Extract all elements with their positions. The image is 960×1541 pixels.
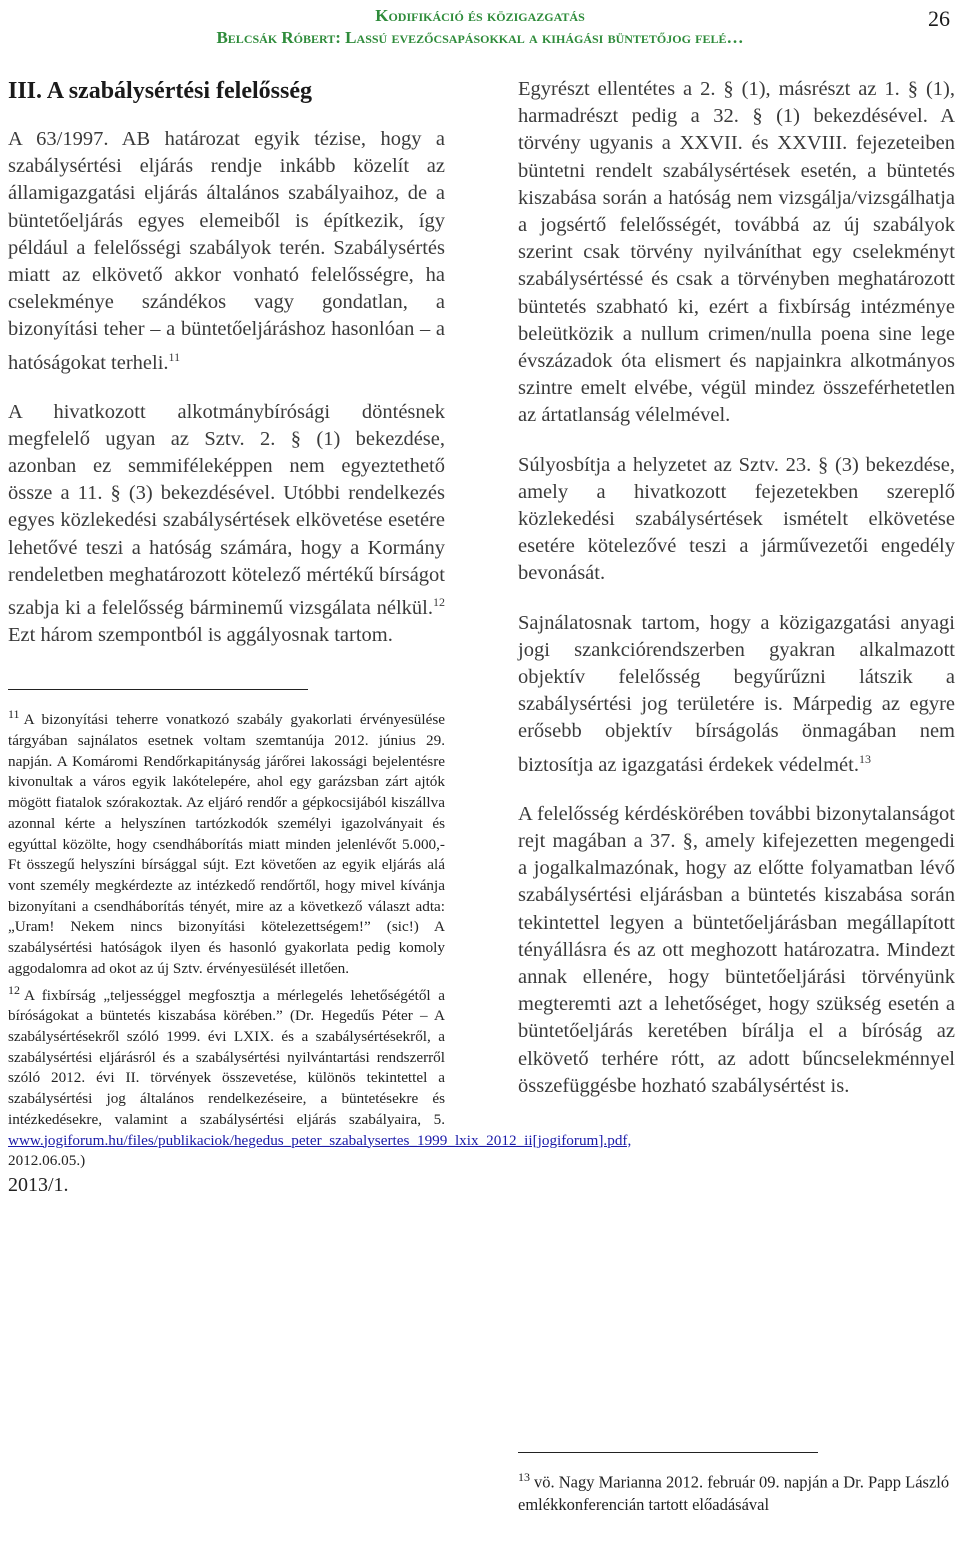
section-heading: III. A szabálysértési felelősség <box>8 78 312 104</box>
footnote-link[interactable]: www.jogiforum.hu/files/publikaciok/hegedus_peter_szabalysertes_1999_lxix_2012_ii[jogiforum].pdf, <box>8 1131 632 1149</box>
footnote-marker: 11 <box>8 707 20 722</box>
right-column <box>518 76 955 1122</box>
footnote-11: $^{11}$ A bizonyítási teherre vonatkozó szabály gyakorlati érvényesülése tárgyában sajnálatos esetnek voltam szemtanúja 2012. június 29. napján. A Komáromi Rendőrkapitányság járőrei lakossági bejelentésre kivonultak a város egyik lakótelepére, ahol egy garázsban zárt ajtók mögött fiatalok szórakoztak. Az eljáró rendőr a gépkocsijából kiszállva azonnal kérte a helyszínen tartózkodók személyi igazolványait és egyúttal közölte, hogy csendháborítás miatt minden jelenlévőt 5.000,- Ft összegű helyszíni bírsággal sújt. Ezt követően az egyik eljárás alá vont személy megkérdezte az intézkedő rendőrtől, hogy mivel kívánja bizonyítani a csendháborítás tényét, mire az a következő választ adta: „Uram! Nekem nincs bizonyítási kötelezettségem!” (sic!) A szabálysértési hatóságok ilyen és hasonló gyakorlata pedig komoly aggodalomra ad okot az új Sztv. érvényesülését illetően. <box>8 707 445 977</box>
paragraph-2: A hivatkozott alkotmánybírósági döntésnek megfelelő ugyan az Sztv. 2. § (1) bekezdése, azonban ez semmiféleképpen nem egyeztethető össze a 11. § (3) bekezdésével. Utóbbi rendelkezés egyes közlekedési szabálysértések elkövetése esetére lehetővé teszi a hatóság számára, hogy a Kormány rendeletben meghatározott kötelező mértékű bírságot szabja ki a felelősség bárminemű vizsgálata nélkül.$^{12}$ Ezt három szempontból is aggályosnak tartom. <box>8 400 445 647</box>
footnote-marker: 13 <box>518 1470 530 1484</box>
footnote-12: $^{12}$ A fixbírság „teljességgel megfosztja a mérlegelés lehetőségétől a bíróságokat a büntetés kiszabása körében.” (Dr. Hegedűs Péter – A szabálysértésekről szóló 1999. évi LXIX. és a szabálysértésekről, a szabálysértési eljárásról és a szabálysértési nyilvántartási rendszerről szóló 2012. évi II. törvények összevetése, különös tekintettel a szabálysértési jog általános rendelkezéseire, a büntetésekre és intézkedésekre, valamint a szabálysértési eljárás szabályaira, 5. www.jogiforum.hu/files/publikaciok/hegedus_peter_szabalysertes_1999_lxix_2012_ii[jogiforum].pdf, <box>8 982 632 1149</box>
footnote-divider <box>8 689 308 690</box>
paragraph-5: Sajnálatosnak tartom, hogy a közigazgatási anyagi jogi szankciórendszerben gyakran alkalmazott objektív felelősség begyűrűzni látszik a szabálysértési jog területére is. Márpedig az egyre erősebb objektív bírságolás önmagában nem biztosítja az igazgatási érdekek védelmét.$^{13}$ <box>518 611 955 776</box>
journal-title: Kodifikáció és közigazgatás <box>375 6 585 25</box>
left-column <box>8 76 632 1197</box>
footnote-ref-12[interactable]: 12 <box>433 595 445 610</box>
footnote-date: 2012.06.05.) <box>8 1152 86 1170</box>
footnote-divider-right <box>518 1452 818 1453</box>
paragraph-4: Súlyosbítja a helyzetet az Sztv. 23. § (3) bekezdése, amely a hivatkozott fejezetekben szereplő közlekedési szabálysértések ismételt elkövetése esetére kötelezővé teszi a járművezetői engedély bevonását. <box>518 453 955 585</box>
footnote-13: $^{13}$ vö. Nagy Marianna 2012. február 09. napján a Dr. Papp László emlékkonferencián tartott előadásával <box>518 1470 950 1514</box>
page-number: 26 <box>928 6 950 31</box>
paragraph-6: A felelősség kérdéskörében további bizonytalanságot rejt magában a 37. §, amely kifejezetten megengedi a jogalkalmazónak, hogy az előtte folyamatban lévő szabálysértési eljárásban a büntetés kiszabása során tekintettel legyen a büntetőeljárásban megállapított tényállásra és az ott meghozott határozatra. Mindezt annak ellenére, hogy büntetőeljárási törvényünk megteremti azt a lehetőséget, hogy szükség esetén a büntetőeljárás keretében bírálja el a bíróság az elkövető terhére rótt, az adott bűncselekménnyel összefüggésbe hozható szabálysértést is. <box>518 802 955 1097</box>
footnote-ref-11[interactable]: 11 <box>168 349 181 364</box>
article-running-title: Belcsák Róbert: Lassú evezőcsapásokkal a kihágási büntetőjog felé… <box>216 28 744 47</box>
footnote-ref-13[interactable]: 13 <box>858 751 871 766</box>
paragraph-1: A 63/1997. AB határozat egyik tézise, hogy a szabálysértési eljárás rendje inkább közelít az államigazgatási eljárás általános szabályaihoz, de a büntetőeljárás egyes elemeiből is építkezik, így például a felelősségi szabályok terén. Szabálysértés miatt az elkövető akkor vonható felelősségre, ha cselekménye szándékos vagy gondatlan, a bizonyítási teher – a büntetőeljáráshoz hasonlóan – a hatóságokat terheli.$^{11}$ <box>8 128 445 374</box>
paragraph-3: Egyrészt ellentétes a 2. § (1), másrészt az 1. § (1), harmadrészt pedig a 32. § (1) bekezdésével. A törvény ugyanis a XXVII. és XXVIII. fejezeteiben büntetni rendelt szabálysértések esetén, a büntetés kiszabása során a hatóság nem vizsgálja/vizsgálhatja a jogsértő felelősségét, továbbá az új szabályok szerint csak törvény nyilváníthat egy cselekményt szabálysértéssé és csak a törvényben meghatározott büntetés szabható ki, ezért a fixbírság intézménye beleütközik a nullum crimen/nulla poena sine lege évszázadok óta elismert és napjainkra alkotmányos szintre emelt elvébe, végül mindez összeférhetetlen az ártatlanság vélelmével. <box>518 78 955 427</box>
issue-number: 2013/1. <box>8 1173 69 1196</box>
footnote-marker: 12 <box>8 982 20 997</box>
